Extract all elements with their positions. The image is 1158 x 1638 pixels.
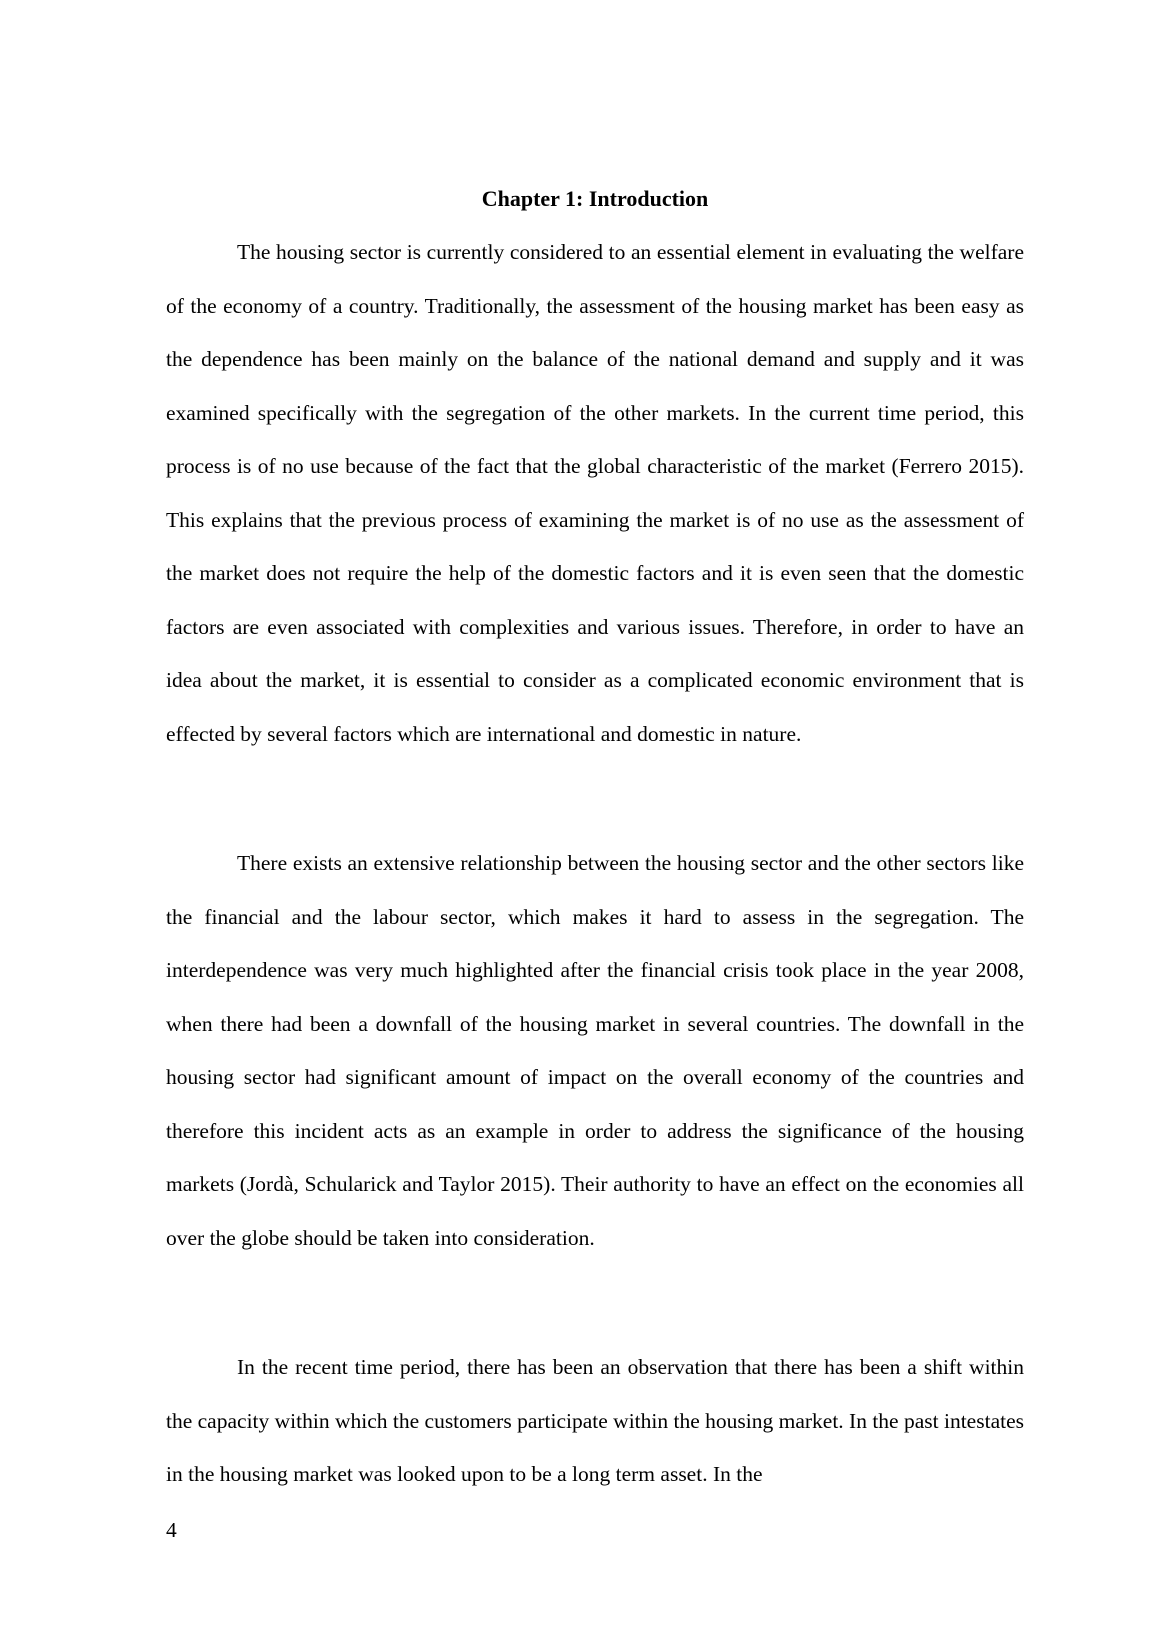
- page-number: 4: [166, 1518, 177, 1542]
- paragraph-2: There exists an extensive relationship between the housing sector and the other sectors like the financial and the labour sector, which makes it hard to assess in the segregation. The interdependence was very much highlighted after the financial crisis took place in the year 2008, when there had been a downfall of the housing market in several countries. The downfall in the housing sector had significant amount of impact on the overall economy of the countries and therefore this incident acts as an example in order to address the significance of the housing markets (Jordà, Schularick and Taylor 2015). Their authority to have an effect on the economies all over the globe should be taken into consideration.: [166, 851, 1024, 1250]
- paragraph-3: In the recent time period, there has been an observation that there has been a shift within the capacity within which the customers participate within the housing market. In the past intestates in the housing market was looked upon to be a long term asset. In the: [166, 1355, 1024, 1486]
- paragraph-1: The housing sector is currently considered to an essential element in evaluating the welfare of the economy of a country. Traditionally, the assessment of the housing market has been easy as the dependence has been mainly on the balance of the national demand and supply and it was examined specifically with the segregation of the other markets. In the current time period, this process is of no use because of the fact that the global characteristic of the market (Ferrero 2015). This explains that the previous process of examining the market is of no use as the assessment of the market does not require the help of the domestic factors and it is even seen that the domestic factors are even associated with complexities and various issues. Therefore, in order to have an idea about the market, it is essential to consider as a complicated economic environment that is effected by several factors which are international and domestic in nature.: [166, 240, 1024, 746]
- chapter-title: Chapter 1: Introduction: [481, 186, 709, 211]
